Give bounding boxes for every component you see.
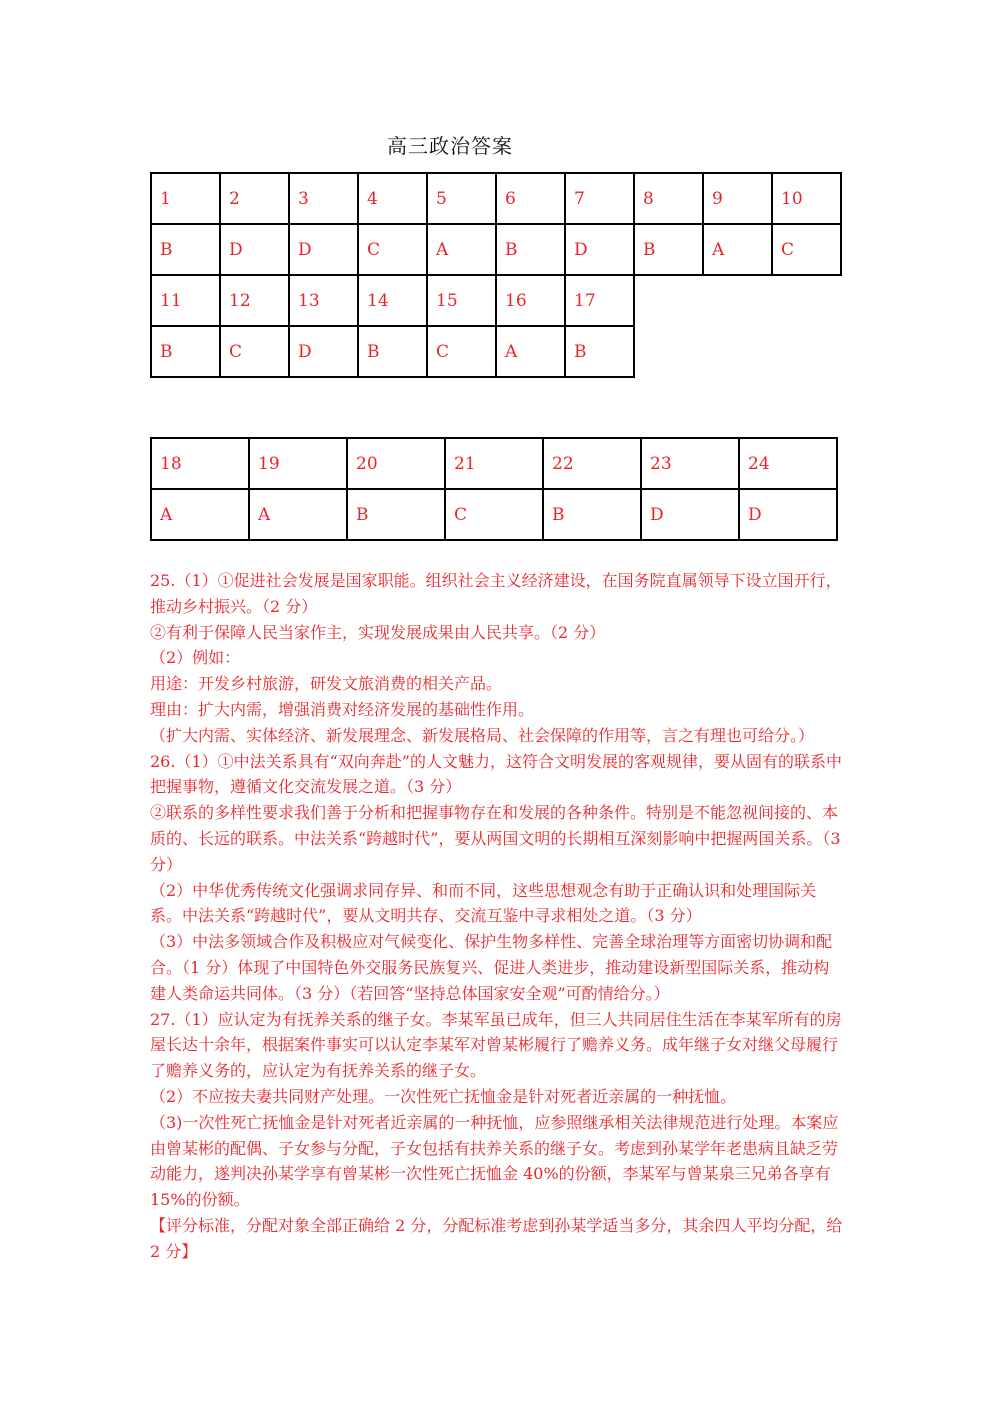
table-row xyxy=(151,173,841,224)
empty-cell xyxy=(703,275,772,326)
table-cell: C xyxy=(358,224,427,275)
table-cell: D xyxy=(641,489,739,540)
table-cell: 20 xyxy=(347,438,445,489)
table-cell: B xyxy=(358,326,427,377)
table-cell: 17 xyxy=(565,275,634,326)
empty-cell xyxy=(634,275,703,326)
table-cell: 12 xyxy=(220,275,289,326)
answer-paragraph: （2）中华优秀传统文化强调求同存异、和而不同，这些思想观念有助于正确认识和处理国际关系。中法关系“跨越时代”，要从文明共存、交流互鉴中寻求相处之道。（3 分） xyxy=(150,880,817,926)
answer-paragraph: （3)一次性死亡抚恤金是针对死者近亲属的一种抚恤，应参照继承相关法律规范进行处理。本案应由曾某彬的配偶、子女参与分配，子女包括有扶养关系的继子女。考虑到孙某学年老患病且缺乏劳动能力，遂判决孙某学享有曾某彬一次性死亡抚恤金 40%的份额，李某军与曾某泉三兄弟各享有 15%的份额。 xyxy=(150,1112,839,1210)
table-cell: 24 xyxy=(739,438,837,489)
table-row xyxy=(151,326,841,377)
answer-paragraph: 25.（1）①促进社会发展是国家职能。组织社会主义经济建设，在国务院直属领导下设立国开行，推动乡村振兴。（2 分） xyxy=(150,571,842,616)
table-cell: B xyxy=(565,326,634,377)
empty-cell xyxy=(772,326,841,377)
table-cell: C xyxy=(772,224,841,275)
table-cell: D xyxy=(289,224,358,275)
table-cell: B xyxy=(151,224,220,275)
table-cell: 19 xyxy=(249,438,347,489)
table-cell: 16 xyxy=(496,275,565,326)
table-cell: C xyxy=(220,326,289,377)
answer-paragraph: ②联系的多样性要求我们善于分析和把握事物存在和发展的各种条件。特别是不能忽视间接的、本质的、长远的联系。中法关系“跨越时代”，要从两国文明的长期相互深刻影响中把握两国关系。（3 分） xyxy=(150,803,841,874)
table-cell: 1 xyxy=(151,173,220,224)
table-cell: A xyxy=(427,224,496,275)
table-cell: B xyxy=(634,224,703,275)
table-cell: 15 xyxy=(427,275,496,326)
table-cell: D xyxy=(289,326,358,377)
table-cell: D xyxy=(220,224,289,275)
answer-paragraph: 【评分标准，分配对象全部正确给 2 分，分配标准考虑到孙某学适当多分，其余四人平均分配，给 2 分】 xyxy=(150,1215,843,1261)
answer-paragraph: 26.（1）①中法关系具有“双向奔赴”的人文魅力，这符合文明发展的客观规律，要从固有的联系中把握事物，遵循文化交流发展之道。（3 分） xyxy=(150,751,842,797)
answer-paragraph: （2）例如： xyxy=(150,648,241,668)
table-cell: 6 xyxy=(496,173,565,224)
answer-text xyxy=(150,568,845,1265)
table-cell: 5 xyxy=(427,173,496,224)
table-row xyxy=(151,275,841,326)
empty-cell xyxy=(703,326,772,377)
table-cell: C xyxy=(427,326,496,377)
answer-paragraph: （2）不应按夫妻共同财产处理。一次性死亡抚恤金是针对死者近亲属的一种抚恤。 xyxy=(150,1086,737,1106)
table-cell: 10 xyxy=(772,173,841,224)
table-cell: 22 xyxy=(543,438,641,489)
table-cell: 18 xyxy=(151,438,249,489)
table-cell: A xyxy=(703,224,772,275)
table-row xyxy=(151,438,837,489)
answer-paragraph: ②有利于保障人民当家作主，实现发展成果由人民共享。（2 分） xyxy=(150,622,606,642)
table-cell: 11 xyxy=(151,275,220,326)
table-cell: C xyxy=(445,489,543,540)
table-cell: 2 xyxy=(220,173,289,224)
page-title: 高三政治答案 xyxy=(387,134,513,158)
table-cell: A xyxy=(249,489,347,540)
table-cell: A xyxy=(496,326,565,377)
table-cell: 4 xyxy=(358,173,427,224)
answer-paragraph: （扩大内需、实体经济、新发展理念、新发展格局、社会保障的作用等，言之有理也可给分。） xyxy=(150,725,815,745)
table-cell: 23 xyxy=(641,438,739,489)
table-cell: B xyxy=(496,224,565,275)
answer-table-2 xyxy=(150,437,838,541)
table-row xyxy=(151,489,837,540)
answer-paragraph: 理由：扩大内需，增强消费对经济发展的基础性作用。 xyxy=(150,699,535,719)
table-cell: 7 xyxy=(565,173,634,224)
answer-paragraph: 用途：开发乡村旅游，研发文旅消费的相关产品。 xyxy=(150,674,503,694)
answer-table-1 xyxy=(150,172,842,378)
empty-cell xyxy=(634,326,703,377)
answer-paragraph: （3）中法多领域合作及积极应对气候变化、保护生物多样性、完善全球治理等方面密切协调和配合。（1 分）体现了中国特色外交服务民族复兴、促进人类进步，推动建设新型国际关系，推动构建人类命运共同体。（3 分）（若回答“坚持总体国家安全观”可酌情给分。） xyxy=(150,932,833,1003)
table-cell: D xyxy=(565,224,634,275)
table-cell: 13 xyxy=(289,275,358,326)
table-cell: B xyxy=(347,489,445,540)
answer-paragraph: 27.（1）应认定为有抚养关系的继子女。李某军虽已成年，但三人共同居住生活在李某军所有的房屋长达十余年，根据案件事实可以认定李某军对曾某彬履行了赡养义务。成年继子女对继父母履行了赡养义务的，应认定为有抚养关系的继子女。 xyxy=(150,1009,842,1081)
table-cell: 21 xyxy=(445,438,543,489)
table-cell: B xyxy=(543,489,641,540)
table-cell: 3 xyxy=(289,173,358,224)
table-cell: A xyxy=(151,489,249,540)
table-row xyxy=(151,224,841,275)
table-cell: 14 xyxy=(358,275,427,326)
table-cell: D xyxy=(739,489,837,540)
table-cell: 9 xyxy=(703,173,772,224)
table-cell: B xyxy=(151,326,220,377)
table-cell: 8 xyxy=(634,173,703,224)
empty-cell xyxy=(772,275,841,326)
